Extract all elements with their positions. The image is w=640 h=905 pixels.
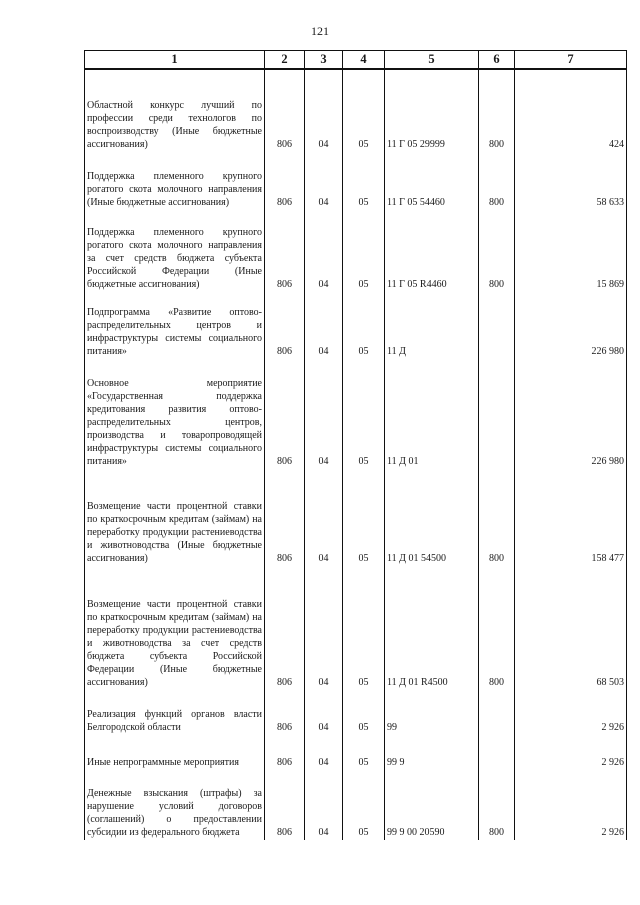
row-name: Областной конкурс лучший по профессии среди технологов по воспроизводству (Иные бюджетные ассигнования) [85,69,265,152]
table-row [85,210,627,292]
cell-amount: 2 926 [515,690,627,735]
cell-target-article: 99 9 [385,735,479,770]
table-row [85,152,627,210]
table-row [85,735,627,770]
cell-amount: 226 980 [515,292,627,359]
cell-expense-type [479,359,515,469]
cell-ministry: 806 [265,770,305,840]
cell-ministry: 806 [265,690,305,735]
cell-section: 04 [305,690,343,735]
cell-expense-type: 800 [479,69,515,152]
row-name: Поддержка племенного крупного рогатого скота молочного направления за счет средств бюджета субъекта Российской Федерации (Иные бюджетные ассигнования) [85,210,265,292]
cell-ministry: 806 [265,359,305,469]
cell-target-article: 11 Д [385,292,479,359]
cell-section: 04 [305,69,343,152]
cell-ministry: 806 [265,566,305,690]
column-header: 2 [265,51,305,70]
cell-expense-type [479,735,515,770]
cell-subsection: 05 [343,770,385,840]
cell-expense-type [479,690,515,735]
cell-target-article: 11 Д 01 54500 [385,469,479,566]
cell-amount: 2 926 [515,770,627,840]
cell-amount: 226 980 [515,359,627,469]
page-number: 121 [311,24,329,38]
cell-subsection: 05 [343,152,385,210]
column-header: 1 [85,51,265,70]
cell-ministry: 806 [265,469,305,566]
cell-section: 04 [305,735,343,770]
column-header: 6 [479,51,515,70]
cell-subsection: 05 [343,690,385,735]
cell-target-article: 99 [385,690,479,735]
table-row [85,566,627,690]
cell-ministry: 806 [265,152,305,210]
cell-expense-type: 800 [479,770,515,840]
column-header: 7 [515,51,627,70]
row-name: Иные непрограммные мероприятия [85,735,265,770]
cell-expense-type [479,292,515,359]
cell-target-article: 11 Г 05 54460 [385,152,479,210]
table-row [85,69,627,152]
cell-target-article: 99 9 00 20590 [385,770,479,840]
cell-target-article: 11 Д 01 R4500 [385,566,479,690]
row-name: Подпрограмма «Развитие оптово-распределительных центров и инфраструктуры системы социального питания» [85,292,265,359]
budget-table [84,50,627,840]
cell-subsection: 05 [343,566,385,690]
cell-expense-type: 800 [479,210,515,292]
cell-expense-type: 800 [479,152,515,210]
table-row [85,469,627,566]
cell-subsection: 05 [343,469,385,566]
table-row [85,359,627,469]
column-header: 3 [305,51,343,70]
cell-ministry: 806 [265,292,305,359]
cell-subsection: 05 [343,735,385,770]
cell-subsection: 05 [343,359,385,469]
row-name: Возмещение части процентной ставки по краткосрочным кредитам (займам) на переработку продукции растениеводства и животноводства (Иные бюджетные ассигнования) [85,469,265,566]
cell-amount: 424 [515,69,627,152]
cell-expense-type: 800 [479,566,515,690]
table-row [85,292,627,359]
cell-section: 04 [305,359,343,469]
cell-section: 04 [305,152,343,210]
cell-section: 04 [305,469,343,566]
cell-amount: 2 926 [515,735,627,770]
cell-section: 04 [305,566,343,690]
cell-section: 04 [305,210,343,292]
cell-section: 04 [305,292,343,359]
table-row [85,690,627,735]
row-name: Поддержка племенного крупного рогатого скота молочного направления (Иные бюджетные ассигнования) [85,152,265,210]
cell-amount: 15 869 [515,210,627,292]
cell-subsection: 05 [343,292,385,359]
cell-section: 04 [305,770,343,840]
cell-subsection: 05 [343,210,385,292]
cell-target-article: 11 Д 01 [385,359,479,469]
cell-expense-type: 800 [479,469,515,566]
cell-target-article: 11 Г 05 R4460 [385,210,479,292]
row-name: Денежные взыскания (штрафы) за нарушение условий договоров (соглашений) о предоставлении субсидии из федерального бюджета [85,770,265,840]
table-row [85,770,627,840]
cell-amount: 158 477 [515,469,627,566]
row-name: Основное мероприятие «Государственная поддержка кредитования развития оптово-распределительных центров, производства и товаропроводящей инфраструктуры системы социального питания» [85,359,265,469]
column-header: 5 [385,51,479,70]
header-row [85,51,627,70]
cell-ministry: 806 [265,735,305,770]
cell-target-article: 11 Г 05 29999 [385,69,479,152]
row-name: Реализация функций органов власти Белгородской области [85,690,265,735]
cell-ministry: 806 [265,69,305,152]
cell-amount: 68 503 [515,566,627,690]
column-header: 4 [343,51,385,70]
cell-subsection: 05 [343,69,385,152]
row-name: Возмещение части процентной ставки по краткосрочным кредитам (займам) на переработку продукции растениеводства и животноводства за счет средств бюджета субъекта Российской Федерации (Иные бюджетные ассигнования) [85,566,265,690]
cell-amount: 58 633 [515,152,627,210]
cell-ministry: 806 [265,210,305,292]
